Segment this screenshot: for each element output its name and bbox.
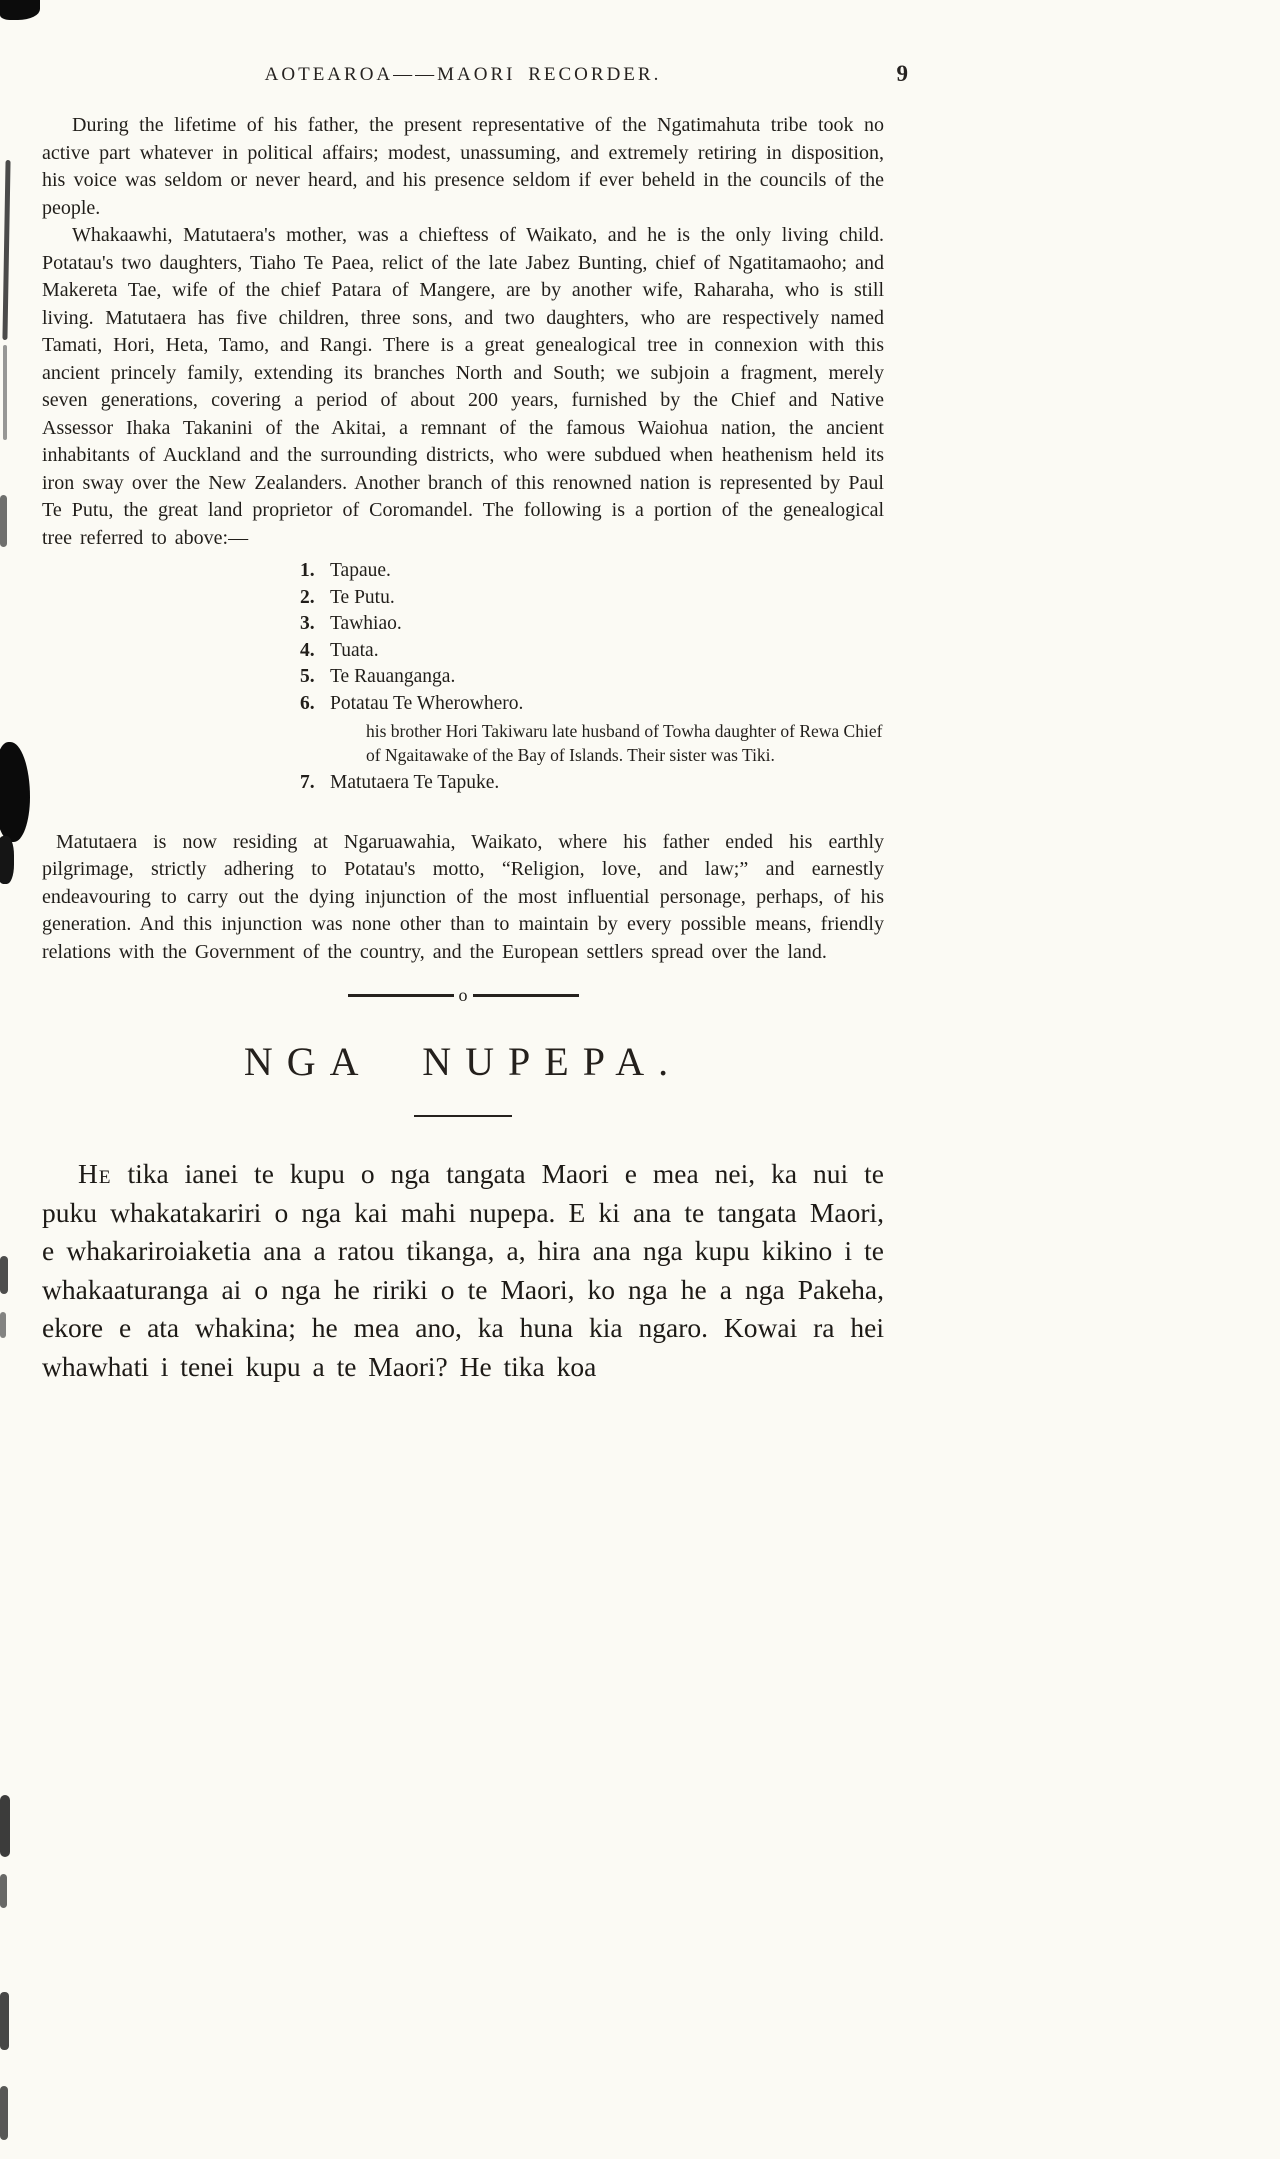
- genealogy-item-number: 4.: [300, 639, 315, 661]
- genealogy-item-note: his brother Hori Takiwaru late husband of Towha daughter of Rewa Chief of Ngaitawake of the Bay of Islands. Their sister was Tiki.: [366, 721, 883, 765]
- genealogy-item-number: 1.: [300, 560, 315, 581]
- genealogy-item-name: Tuata.: [330, 639, 379, 661]
- scan-artifact: [0, 1256, 8, 1294]
- paragraph-biography-2: Whakaawhi, Matutaera's mother, was a chieftess of Waikato, and he is the only living child. Potatau's two daughters, Tiaho Te Paea, relict of the late Jabez Bunting, chief of Ngatitamaoho; and Makereta Tae, wife of the chief Patara of Mangere, are by another wife, Raharaha, who is still living. Matutaera has five children, three sons, and two daughters, who are respectively named Tamati, Hori, Heta, Tamo, and Rangi. There is a great genealogical tree in connexion with this ancient princely family, extending its branches North and South; we subjoin a fragment, merely seven generations, covering a period of about 200 years, furnished by the Chief and Native Assessor Ihaka Takanini of the Akitai, a remnant of the famous Waiohua nation, the ancient inhabitants of Auckland and the surrounding districts, who were subdued when heathenism held its iron sway over the New Zealanders. Another branch of this renowned nation is represented by Paul Te Putu, the great land proprietor of Coromandel. The following is a portion of the genealogical tree referred to above:—: [42, 224, 884, 549]
- scan-artifact: [0, 2086, 8, 2140]
- scan-artifact: [3, 345, 7, 440]
- heading-rule: [414, 1115, 512, 1117]
- paragraph-lead-word: He: [78, 1158, 112, 1189]
- genealogy-item-name: Potatau Te Wherowhero.: [330, 692, 524, 714]
- genealogy-item-number: 2.: [300, 586, 315, 608]
- genealogy-item-number: 5.: [300, 666, 315, 687]
- scan-artifact: [2, 160, 10, 340]
- genealogy-list: [300, 558, 884, 797]
- paragraph-biography-1: During the lifetime of his father, the present representative of the Ngatimahuta tribe took no active part whatever in political affairs; modest, unassuming, and extremely retiring in disposition, his voice was seldom or never heard, and his presence seldom if ever beheld in the councils of the people.: [42, 114, 884, 219]
- paragraph-maori-text: tika ianei te kupu o nga tangata Maori e mea nei, ka nui te puku whakatakariri o nga kai mahi nupepa. E ki ana te tangata Maori, e whakariroiaketia ana a ratou tikanga, a, hira ana nga kupu kikino i te whakaaturanga ai o nga he ririki o te Maori, ko nga he a nga Pakeha, ekore e ata whakina; he mea ano, ka huna kia ngaro. Kowai ra hei whawhati i tenei kupu a te Maori? He tika koa: [42, 1158, 884, 1382]
- section-divider: [42, 985, 884, 1005]
- page-content: [42, 0, 908, 1386]
- page-number: 9: [896, 61, 908, 86]
- divider-ornament: o: [458, 985, 468, 1005]
- scan-artifact: [0, 836, 14, 884]
- genealogy-item-name: Matutaera Te Tapuke.: [330, 772, 500, 793]
- scan-artifact: [0, 742, 30, 842]
- genealogy-item: [300, 691, 884, 718]
- genealogy-item: [300, 611, 884, 638]
- genealogy-item-number: 6.: [300, 692, 315, 714]
- genealogy-item-name: Tawhiao.: [330, 613, 402, 634]
- scan-artifact: [0, 1795, 10, 1857]
- divider-rule-right: [473, 994, 579, 997]
- running-header: [42, 61, 908, 90]
- scan-artifact: [0, 1312, 6, 1338]
- journal-title: AOTEAROA——MAORI RECORDER.: [264, 64, 662, 85]
- scan-artifact: [0, 0, 40, 20]
- scan-artifact: [0, 1874, 7, 1908]
- genealogy-item-name: Te Putu.: [330, 586, 395, 608]
- scan-artifact: [0, 495, 7, 547]
- genealogy-item-number: 7.: [300, 772, 315, 793]
- genealogy-item: [300, 558, 884, 585]
- genealogy-item: [300, 770, 884, 797]
- paragraph-biography-closing: Matutaera is now residing at Ngaruawahia, Waikato, where his father ended his earthly pilgrimage, strictly adhering to Potatau's motto, “Religion, love, and law;” and earnestly endeavouring to carry out the dying injunction of the most influential personage, perhaps, of his generation. And this injunction was none other than to maintain by every possible means, friendly relations with the Government of the country, and the European settlers spread over the land.: [42, 830, 884, 963]
- genealogy-item-number: 3.: [300, 613, 315, 634]
- divider-rule-left: [348, 994, 454, 997]
- genealogy-item-name: Te Rauanganga.: [330, 666, 456, 687]
- genealogy-item-name: Tapaue.: [330, 560, 391, 581]
- genealogy-item: [300, 585, 884, 612]
- section-heading: NGA NUPEPA.: [243, 1039, 683, 1084]
- scan-artifact: [0, 1992, 9, 2050]
- genealogy-item: [300, 638, 884, 665]
- paragraph-maori: [42, 1155, 884, 1386]
- genealogy-item: [300, 664, 884, 691]
